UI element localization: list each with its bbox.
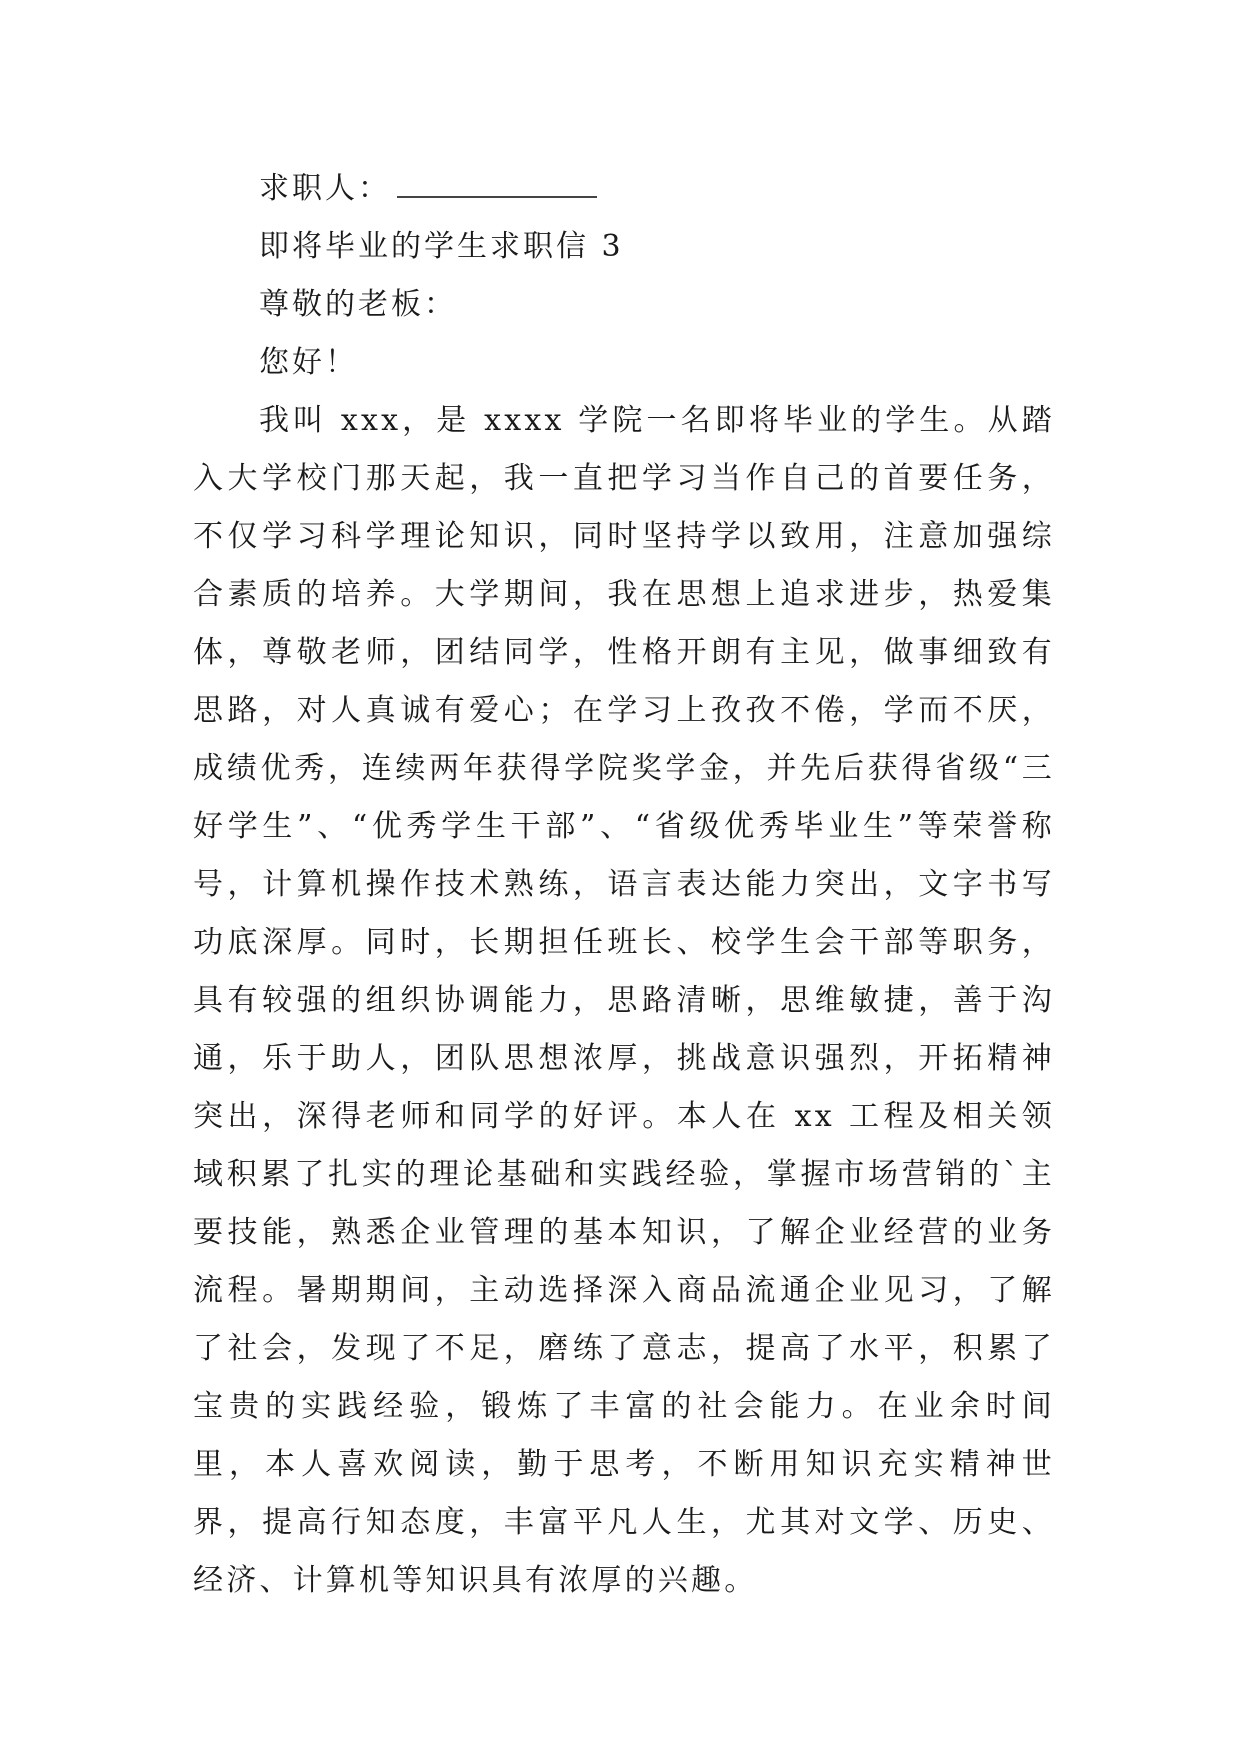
applicant-label: 求职人： [259, 171, 391, 206]
applicant-blank [397, 168, 597, 198]
greeting: 您好！ [259, 345, 358, 380]
salutation: 尊敬的老板： [259, 287, 457, 322]
body-paragraph: 我叫 xxx，是 xxxx 学院一名即将毕业的学生。从踏入大学校门那天起，我一直把学习当作自己的首要任务，不仅学习科学理论知识，同时坚持学以致用，注意加强综合素质的培养。大学期间，我在思想上追求进步，热爱集体，尊敬老师，团结同学，性格开朗有主见，做事细致有思路，对人真诚有爱心；在学习上孜孜不倦，学而不厌，成绩优秀，连续两年获得学院奖学金，并先后获得省级“三好学生”、“优秀学生干部”、“省级优秀毕业生”等荣誉称号，计算机操作技术熟练，语言表达能力突出，文字书写功底深厚。同时，长期担任班长、校学生会干部等职务，具有较强的组织协调能力，思路清晰，思维敏捷，善于沟通，乐于助人，团队思想浓厚，挑战意识强烈，开拓精神突出，深得老师和同学的好评。本人在 xx 工程及相关领域积累了扎实的理论基础和实践经验，掌握市场营销的`主要技能，熟悉企业管理的基本知识，了解企业经营的业务流程。暑期期间，主动选择深入商品流通企业见习，了解了社会，发现了不足，磨练了意志，提高了水平，积累了宝贵的实践经验，锻炼了丰富的社会能力。在业余时间里，本人喜欢阅读，勤于思考，不断用知识充实精神世界，提高行知态度，丰富平凡人生，尤其对文学、历史、经济、计算机等知识具有浓厚的兴趣。 [193, 403, 1055, 1598]
letter-heading: 即将毕业的学生求职信 3 [259, 229, 624, 264]
letter-content [193, 160, 1055, 1610]
applicant-line [193, 160, 1055, 218]
